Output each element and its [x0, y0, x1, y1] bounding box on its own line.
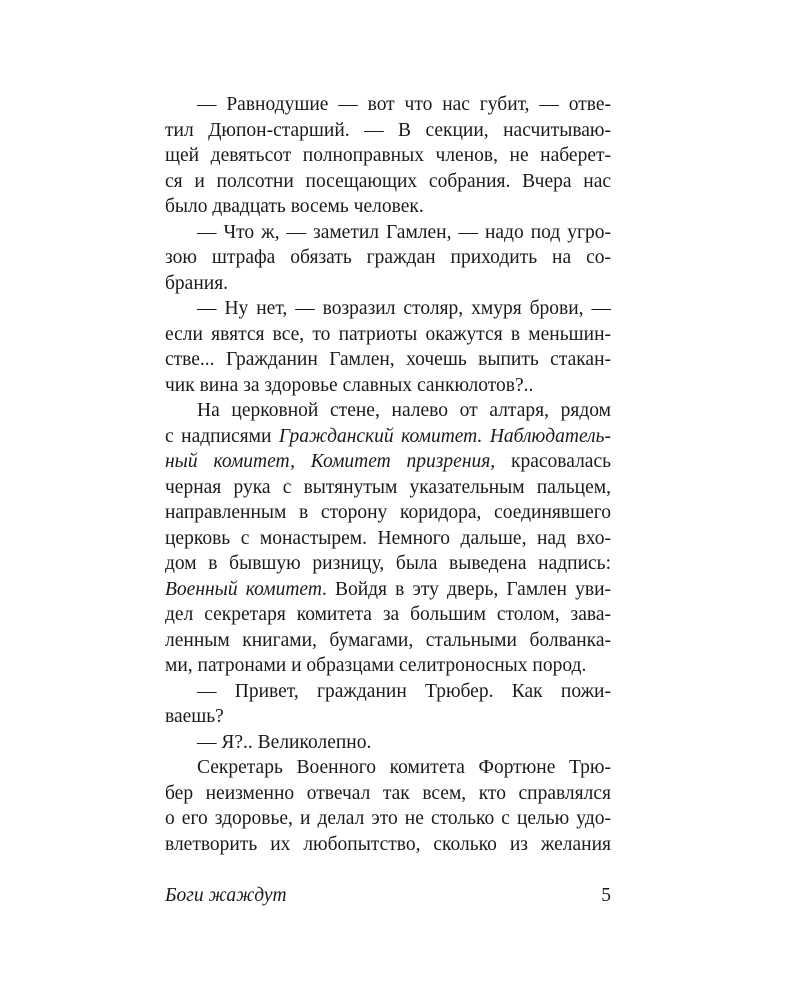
text-line: стве... Гражданин Гамлен, хочешь выпить стакан-	[165, 349, 611, 370]
paragraph	[165, 92, 611, 220]
text-line: ми, патронами и образцами селитроносных пород.	[165, 655, 587, 676]
text-line: дом в бывшую ризницу, была выведена надпись:	[165, 553, 611, 574]
text-line: На церковной стене, налево от алтаря, рядом	[197, 400, 611, 421]
body-text	[165, 92, 611, 857]
text-line: — Привет, гражданин Трюбер. Как пожи-	[197, 680, 611, 702]
text-line: ся и полсотни посещающих собрания. Вчера нас	[165, 170, 611, 192]
text-line: щей девятьсот полноправных членов, не наберет-	[165, 145, 611, 166]
text-line	[165, 449, 611, 475]
text-line: Секретарь Военного комитета Фортюне Трю-	[197, 757, 611, 778]
text-line: черная рука с вытянутым указательным пальцем,	[165, 476, 611, 498]
page-number: 5	[601, 885, 611, 906]
text-line: чик вина за здоровье славных санкюлотов?..	[165, 374, 534, 396]
text-line: бер неизменно отвечал так всем, кто справлялся	[165, 782, 611, 804]
text-line: если явятся все, то патриоты окажутся в меньшин-	[165, 323, 611, 345]
text-line	[165, 424, 611, 450]
text-line: дел секретаря комитета за большим столом, зава-	[165, 604, 611, 625]
text-line: тил Дюпон-старший. — В секции, насчитываю-	[165, 119, 611, 141]
text-line: зою штрафа обязать граждан приходить на со-	[165, 247, 611, 268]
text-segment: красовалась	[495, 451, 611, 472]
text-line: брания.	[165, 272, 229, 294]
italic-segment: Гражданский комитет. Наблюдатель-	[278, 425, 611, 447]
paragraph	[165, 220, 611, 297]
text-line: — Равнодушие — вот что нас губит, — отве-	[197, 94, 611, 115]
text-line: было двадцать восемь человек.	[165, 196, 424, 217]
text-line: церковь с монастырем. Немного дальше, над вхо-	[165, 527, 611, 549]
running-title: Боги жаждут	[165, 885, 287, 906]
text-line: влетворить их любопытство, сколько из желания	[165, 833, 611, 855]
text-line: — Что ж, — заметил Гамлен, — надо под угро-	[197, 221, 611, 243]
text-line: направленным в сторону коридора, соединявшего	[165, 502, 611, 523]
paragraph	[165, 398, 611, 679]
text-line: — Я?.. Великолепно.	[197, 731, 372, 753]
text-segment: . Войдя в эту дверь, Гамлен уви-	[321, 578, 612, 600]
text-segment: с надписями	[165, 425, 279, 447]
text-line: ваешь?	[165, 706, 224, 727]
italic-segment: Военный комитет	[165, 578, 322, 600]
text-line: о его здоровье, и делал это не столько с целью удо-	[165, 808, 611, 829]
paragraph	[165, 730, 611, 756]
italic-segment: ный комитет, Комитет призрения,	[165, 451, 496, 472]
paragraph	[165, 296, 611, 398]
paragraph	[165, 755, 611, 857]
text-line: ленным книгами, бумагами, стальными болванка-	[165, 629, 611, 651]
text-line	[165, 577, 611, 603]
paragraph	[165, 679, 611, 730]
text-line: — Ну нет, — возразил столяр, хмуря брови, —	[197, 298, 611, 319]
